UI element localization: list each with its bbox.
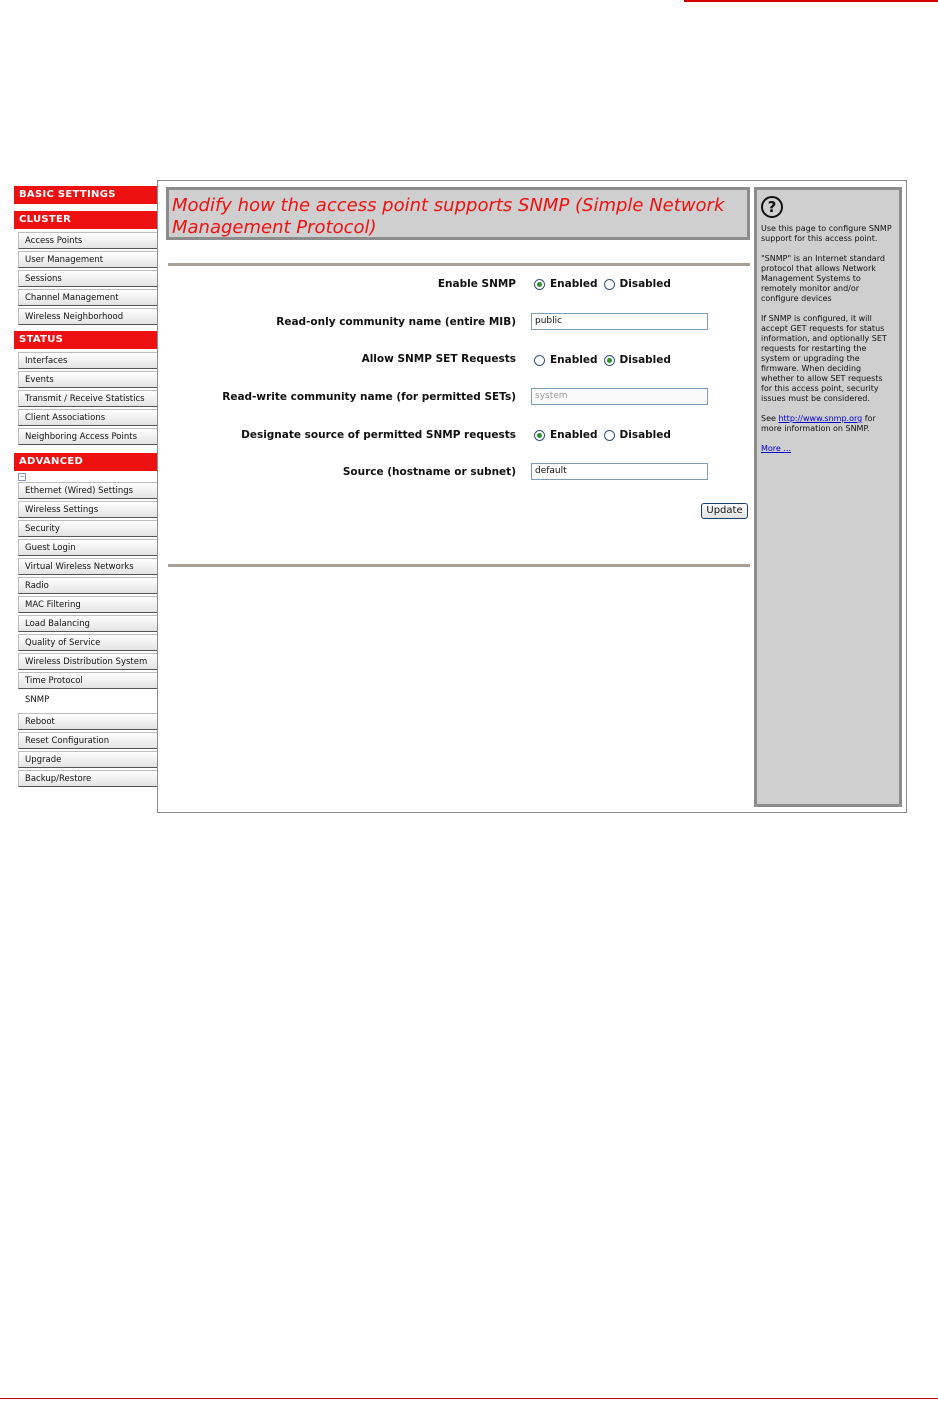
enable-snmp-disabled-label: Disabled: [619, 278, 671, 290]
divider-bottom: [168, 564, 750, 567]
sidebar-item-guest-login[interactable]: Guest Login: [18, 539, 158, 556]
allow-set-enabled-radio[interactable]: [534, 355, 545, 366]
enable-snmp-enabled-label: Enabled: [550, 278, 598, 290]
sidebar-item-events[interactable]: Events: [18, 371, 158, 388]
page-header: [166, 187, 750, 240]
help-text-intro: Use this page to configure SNMP support for this access point.: [761, 224, 892, 243]
sidebar-item-access-points[interactable]: Access Points: [18, 232, 158, 249]
source-label: Source (hostname or subnet): [342, 466, 516, 478]
allow-set-enabled-label: Enabled: [550, 354, 598, 366]
snmp-org-link[interactable]: http://www.snmp.org: [778, 414, 863, 423]
content-frame: [157, 180, 907, 813]
sidebar-item-virtual-wireless-networks[interactable]: Virtual Wireless Networks: [18, 558, 158, 575]
sidebar-item-sessions[interactable]: Sessions: [18, 270, 158, 287]
designate-source-enabled-radio[interactable]: [534, 430, 545, 441]
ro-community-label: Read-only community name (entire MIB): [276, 316, 516, 328]
sidebar-item-mac-filtering[interactable]: MAC Filtering: [18, 596, 158, 613]
sidebar-item-client-associations[interactable]: Client Associations: [18, 409, 158, 426]
page-top-rule: [684, 0, 938, 2]
sidebar-item-load-balancing[interactable]: Load Balancing: [18, 615, 158, 632]
sidebar-item-snmp[interactable]: SNMP: [18, 691, 158, 708]
sidebar-item-transmit-receive-statistics[interactable]: Transmit / Receive Statistics: [18, 390, 158, 407]
divider-top: [168, 263, 750, 266]
sidebar-item-radio[interactable]: Radio: [18, 577, 158, 594]
more-link[interactable]: More ...: [761, 444, 792, 453]
help-text-details: If SNMP is configured, it will accept GET requests for status information, and optionally SET requests for restarting the system or upgrading the firmware. When deciding whether to allow SET requests for this access point, security issues must be considered.: [761, 314, 887, 403]
sidebar-item-neighboring-access-points[interactable]: Neighboring Access Points: [18, 428, 158, 445]
ro-community-input[interactable]: public: [531, 313, 708, 330]
question-mark-icon: ?: [761, 196, 783, 218]
designate-source-disabled-label: Disabled: [619, 429, 671, 441]
help-text-reference: See http://www.snmp.org for more information on SNMP.: [761, 414, 876, 433]
sidebar-item-time-protocol[interactable]: Time Protocol: [18, 672, 158, 689]
page-bottom-rule: [0, 1398, 938, 1399]
rw-community-input[interactable]: system: [531, 388, 708, 405]
allow-set-disabled-radio[interactable]: [604, 355, 615, 366]
designate-source-disabled-radio[interactable]: [604, 430, 615, 441]
sidebar-section-basic-settings[interactable]: BASIC SETTINGS: [14, 186, 158, 205]
source-input[interactable]: default: [531, 463, 708, 480]
rw-community-label: Read-write community name (for permitted SETs): [222, 391, 516, 403]
allow-set-label: Allow SNMP SET Requests: [361, 353, 516, 365]
sidebar-item-backup-restore[interactable]: Backup/Restore: [18, 770, 158, 787]
enable-snmp-disabled-radio[interactable]: [604, 279, 615, 290]
update-button[interactable]: Update: [701, 503, 748, 519]
sidebar-item-wireless-settings[interactable]: Wireless Settings: [18, 501, 158, 518]
sidebar-item-reboot[interactable]: Reboot: [18, 713, 158, 730]
enable-snmp-enabled-radio[interactable]: [534, 279, 545, 290]
sidebar-item-interfaces[interactable]: Interfaces: [18, 352, 158, 369]
help-panel: [754, 187, 902, 807]
sidebar-item-quality-of-service[interactable]: Quality of Service: [18, 634, 158, 651]
sidebar-item-user-management[interactable]: User Management: [18, 251, 158, 268]
sidebar-nav: [14, 186, 158, 787]
sidebar-item-security[interactable]: Security: [18, 520, 158, 537]
sidebar-section-status[interactable]: STATUS: [14, 331, 158, 350]
collapse-icon[interactable]: −: [19, 473, 25, 480]
sidebar-section-cluster[interactable]: CLUSTER: [14, 211, 158, 230]
designate-source-enabled-label: Enabled: [550, 429, 598, 441]
page-title: Modify how the access point supports SNMP (Simple Network Management Protocol): [172, 195, 725, 238]
sidebar-item-wireless-neighborhood[interactable]: Wireless Neighborhood: [18, 308, 158, 325]
help-text-definition: "SNMP" is an Internet standard protocol that allows Network Management Systems to remotely monitor and/or configure devices: [761, 254, 885, 303]
allow-set-radio-group: [534, 354, 671, 366]
enable-snmp-radio-group: [534, 278, 671, 290]
allow-set-disabled-label: Disabled: [619, 354, 671, 366]
sidebar-item-upgrade[interactable]: Upgrade: [18, 751, 158, 768]
sidebar-item-reset-configuration[interactable]: Reset Configuration: [18, 732, 158, 749]
sidebar-item-wireless-distribution-system[interactable]: Wireless Distribution System: [18, 653, 158, 670]
sidebar-item-ethernet-settings[interactable]: Ethernet (Wired) Settings: [18, 482, 158, 499]
designate-source-radio-group: [534, 429, 671, 441]
enable-snmp-label: Enable SNMP: [437, 278, 516, 290]
sidebar-item-channel-management[interactable]: Channel Management: [18, 289, 158, 306]
sidebar-section-advanced[interactable]: ADVANCED: [14, 453, 158, 472]
designate-source-label: Designate source of permitted SNMP requests: [241, 429, 516, 441]
